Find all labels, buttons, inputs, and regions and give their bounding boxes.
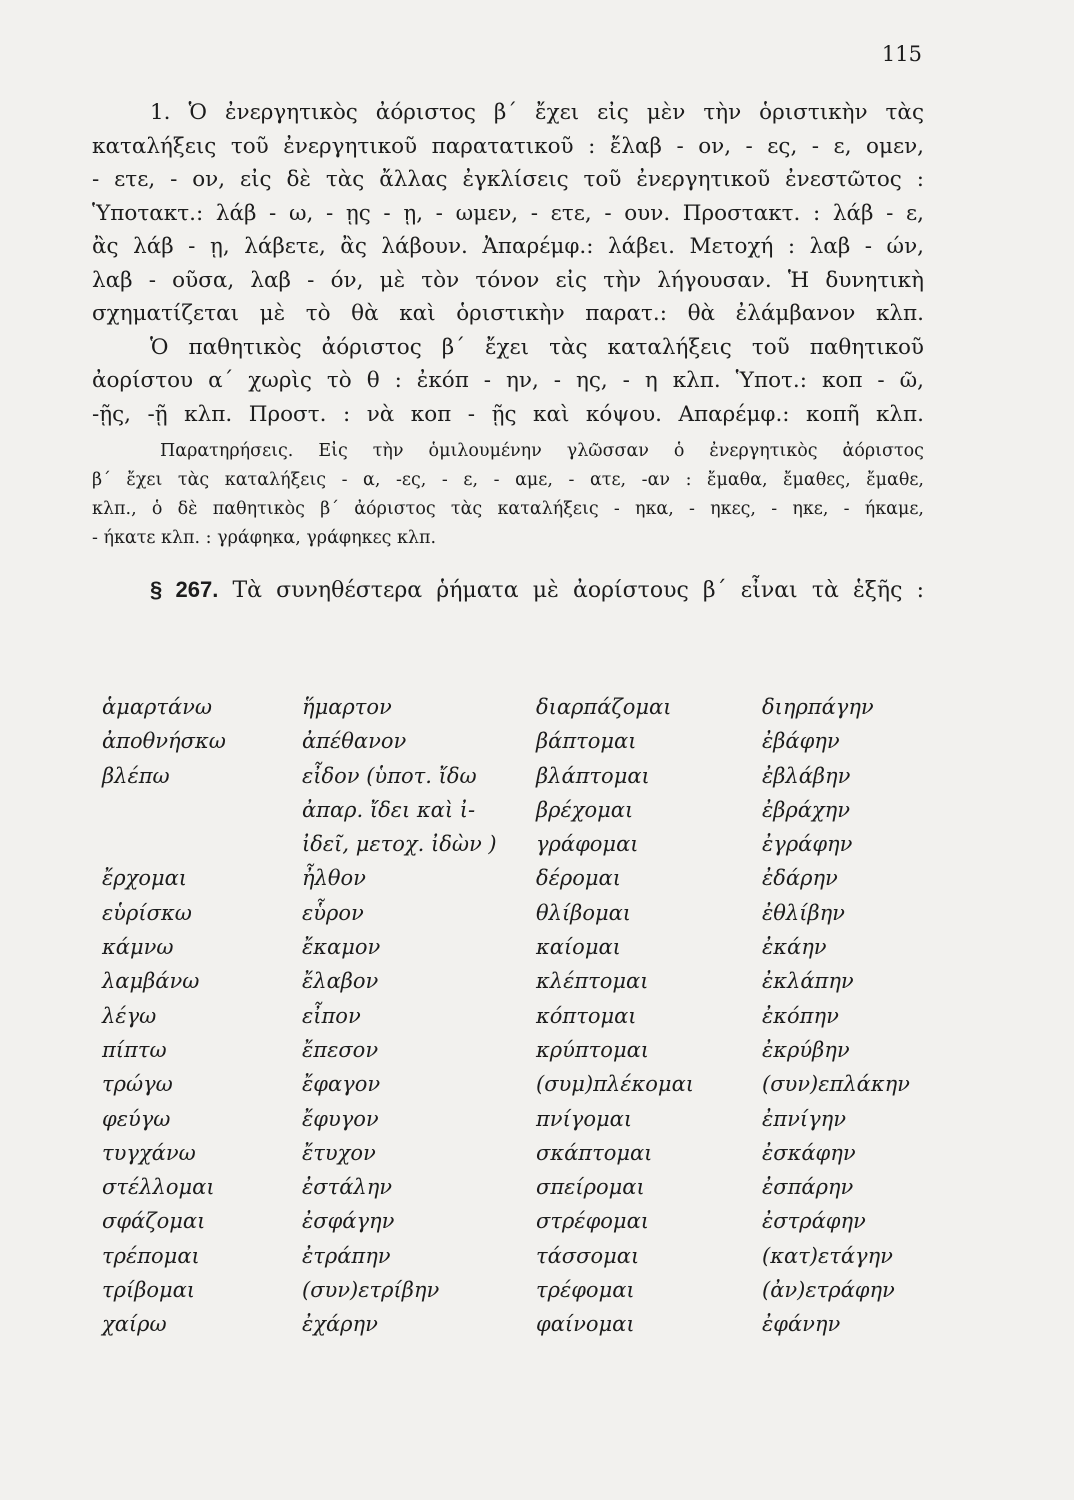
passive-present-form: βάπτομαι	[536, 729, 637, 754]
verb-row	[102, 759, 922, 793]
verb-row	[102, 964, 922, 998]
aorist-form: ἦλθον	[302, 866, 366, 891]
aorist-form: ἀπαρ. ἴδει καὶ ἰ-	[302, 797, 476, 822]
passive-present-form: γράφομαι	[536, 832, 639, 857]
passive-present-form: κόπτομαι	[536, 1003, 637, 1028]
verb-row	[102, 861, 922, 895]
verb-row	[102, 1170, 922, 1204]
verb-row	[102, 724, 922, 758]
passive-present-form: κρύπτομαι	[536, 1037, 650, 1062]
passive-aorist-form: ἐδάρην	[762, 866, 838, 891]
passive-aorist-form: ἐπνίγην	[762, 1106, 846, 1131]
aorist-form: (συν)ετρίβην	[302, 1278, 440, 1303]
present-form: τρώγω	[102, 1072, 173, 1097]
present-form: λαμβάνω	[102, 969, 200, 994]
passive-present-form: βρέχομαι	[536, 797, 634, 822]
verb-row	[102, 999, 922, 1033]
passive-present-form: σπείρομαι	[536, 1175, 645, 1200]
present-form: τρίβομαι	[102, 1278, 196, 1303]
passive-aorist-form: (ἀν)ετράφην	[762, 1278, 895, 1303]
aorist-form: εἶδον (ὑποτ. ἴδω	[302, 763, 477, 788]
passive-aorist-form: ἐσπάρην	[762, 1175, 854, 1200]
passive-aorist-form: ἐστράφην	[762, 1209, 866, 1234]
verb-row	[102, 1136, 922, 1170]
note-line: Παρατηρήσεις. Εἰς τὴν ὁμιλουμένην γλῶσσαν ὁ ἐνεργητικὸς ἀόριστος	[160, 441, 924, 461]
aorist-form: ἐχάρην	[302, 1312, 378, 1337]
text-line: καταλήξεις τοῦ ἐνεργητικοῦ παρατατικοῦ : ἔλαβ - ον, - ες, - ε, ομεν,	[92, 133, 924, 159]
paragraph-active-aorist	[92, 96, 924, 331]
verb-row	[102, 1273, 922, 1307]
aorist-form: ἔτυχον	[302, 1140, 376, 1165]
present-form: φεύγω	[102, 1106, 171, 1131]
passive-present-form: θλίβομαι	[536, 900, 632, 925]
text-line: Ὁ παθητικὸς ἀόριστος β΄ ἔχει τὰς καταλήξεις τοῦ παθητικοῦ	[150, 334, 924, 360]
aorist-form: ἐσφάγην	[302, 1209, 395, 1234]
verb-row	[102, 1067, 922, 1101]
verb-row	[102, 1102, 922, 1136]
present-form: εὑρίσκω	[102, 900, 192, 925]
page-number: 115	[881, 42, 922, 66]
paragraph-passive-aorist	[92, 331, 924, 432]
verb-row	[102, 793, 922, 827]
text-line: -ῇς, -ῇ κλπ. Προστ. : νὰ κοπ - ῇς καὶ κόψου. Απαρέμφ.: κοπῆ κλπ.	[92, 401, 924, 427]
verb-row	[102, 827, 922, 861]
aorist-form: ἔφυγον	[302, 1106, 379, 1131]
present-form: βλέπω	[102, 763, 170, 788]
aorist-form: εὗρον	[302, 900, 364, 925]
verb-row	[102, 1033, 922, 1067]
passive-aorist-form: ἐκόπην	[762, 1003, 839, 1028]
aorist-form: εἶπον	[302, 1003, 361, 1028]
text-line: ἂς λάβ - ῃ, λάβετε, ἂς λάβουν. Ἀπαρέμφ.: λάβει. Μετοχή : λαβ - ών,	[92, 234, 924, 259]
passive-present-form: καίομαι	[536, 935, 621, 960]
present-form: κάμνω	[102, 935, 174, 960]
passive-present-form: δέρομαι	[536, 866, 621, 891]
remarks-note	[92, 437, 924, 553]
verb-table	[102, 690, 922, 1342]
passive-aorist-form: ἐκάην	[762, 935, 827, 960]
passive-aorist-form: ἐφάνην	[762, 1312, 841, 1337]
passive-present-form: διαρπάζομαι	[536, 695, 672, 719]
note-line: - ήκατε κλπ. : γράφηκα, γράφηκες κλπ.	[92, 528, 437, 548]
passive-aorist-form: ἐβλάβην	[762, 763, 851, 788]
passive-present-form: τάσσομαι	[536, 1243, 640, 1268]
present-form: στέλλομαι	[102, 1175, 215, 1200]
passive-present-form: σκάπτομαι	[536, 1140, 653, 1165]
aorist-form: ἰδεῖ, μετοχ. ἰδὼν )	[302, 832, 497, 857]
aorist-form: ἔφαγον	[302, 1072, 381, 1097]
passive-present-form: τρέφομαι	[536, 1278, 635, 1303]
present-form: ἀποθνήσκω	[102, 729, 226, 754]
passive-aorist-form: (συν)επλάκην	[762, 1072, 910, 1097]
aorist-form: ἔκαμον	[302, 935, 381, 960]
passive-aorist-form: ἐβράχην	[762, 797, 851, 822]
present-form: λέγω	[102, 1003, 157, 1028]
present-form: σφάζομαι	[102, 1209, 206, 1234]
section-heading	[92, 573, 924, 607]
passive-aorist-form: ἐβάφην	[762, 729, 840, 754]
present-form: πίπτω	[102, 1037, 167, 1062]
text-line: ἀορίστου α΄ χωρὶς τὸ θ : ἐκόπ - ην, - ης, - η κλπ. Ὑποτ.: κοπ - ῶ,	[92, 368, 924, 393]
verb-row	[102, 896, 922, 930]
passive-aorist-form: (κατ)ετάγην	[762, 1243, 893, 1268]
passive-aorist-form: ἐκλάπην	[762, 969, 854, 994]
passive-present-form: φαίνομαι	[536, 1312, 635, 1337]
passive-present-form: (συμ)πλέκομαι	[536, 1072, 694, 1097]
passive-aorist-form: ἐθλίβην	[762, 900, 845, 925]
passive-aorist-form: ἐκρύβην	[762, 1037, 850, 1062]
verb-row	[102, 1204, 922, 1238]
section-number: § 267.	[150, 577, 219, 602]
main-text	[92, 96, 924, 607]
aorist-form: ἐστάλην	[302, 1175, 393, 1200]
passive-aorist-form: ἐσκάφην	[762, 1140, 856, 1165]
passive-aorist-form: ἐγράφην	[762, 832, 853, 857]
passive-present-form: βλάπτομαι	[536, 763, 650, 788]
text-line: σχηματίζεται μὲ τὸ θὰ καὶ ὁριστικὴν παρατ.: θὰ ἐλάμβανον κλπ.	[92, 301, 924, 326]
passive-aorist-form: διηρπάγην	[762, 695, 874, 719]
text-line: 1. Ὁ ἐνεργητικὸς ἀόριστος β΄ ἔχει εἰς μὲν τὴν ὁριστικὴν τὰς	[150, 100, 924, 125]
passive-present-form: στρέφομαι	[536, 1209, 649, 1234]
verb-row	[102, 690, 922, 724]
present-form: ἔρχομαι	[102, 866, 188, 891]
present-form: τρέπομαι	[102, 1243, 200, 1268]
note-line: β΄ ἔχει τὰς καταλήξεις - α, -ες, - ε, - αμε, - ατε, -αν : ἔμαθα, ἔμαθες, ἔμαθε,	[92, 470, 924, 490]
aorist-form: ἐτράπην	[302, 1243, 391, 1268]
aorist-form: ἔλαβον	[302, 969, 379, 994]
verb-row	[102, 1239, 922, 1273]
present-form: χαίρω	[102, 1312, 167, 1337]
note-line: κλπ., ὁ δὲ παθητικὸς β΄ ἀόριστος τὰς καταλήξεις - ηκα, - ηκες, - ηκε, - ήκαμε,	[92, 499, 924, 519]
section-text: Τὰ συνηθέστερα ῥήματα μὲ ἀορίστους β΄ εἶναι τὰ ἑξῆς :	[232, 578, 924, 603]
passive-present-form: κλέπτομαι	[536, 969, 649, 994]
present-form: ἁμαρτάνω	[102, 695, 213, 719]
present-form: τυγχάνω	[102, 1140, 196, 1165]
text-line: λαβ - οῦσα, λαβ - όν, μὲ τὸν τόνον εἰς τὴν λήγουσαν. Ἡ δυνητικὴ	[92, 267, 924, 293]
passive-present-form: πνίγομαι	[536, 1106, 633, 1131]
aorist-form: ἥμαρτον	[302, 695, 392, 719]
text-line: - ετε, - ον, εἰς δὲ τὰς ἄλλας ἐγκλίσεις τοῦ ἐνεργητικοῦ ἐνεστῶτος :	[92, 167, 924, 192]
aorist-form: ἔπεσον	[302, 1037, 379, 1062]
aorist-form: ἀπέθανον	[302, 729, 407, 754]
verb-row	[102, 1307, 922, 1341]
text-line: Ὑποτακτ.: λάβ - ω, - ῃς - ῃ, - ωμεν, - ετε, - ουν. Προστακτ. : λάβ - ε,	[92, 200, 924, 226]
verb-row	[102, 930, 922, 964]
